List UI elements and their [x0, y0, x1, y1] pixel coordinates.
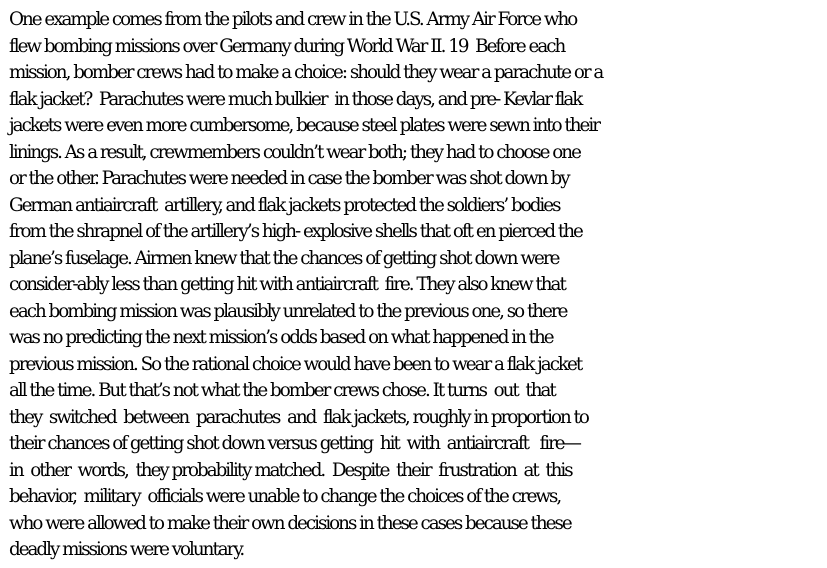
text-line-6: linings. As a result, crewmembers couldn’t wear both; they had to choose one [9, 141, 580, 163]
text-line-19: behavior, military officials were unable to change the choices of the crews, [9, 486, 561, 507]
text-line-17: their chances of getting shot down versus getting hit with antiaircraft fire— [9, 433, 580, 454]
text-line-4: flak jacket? Parachutes were much bulkier in those days, and pre- Kevlar flak [9, 88, 582, 110]
text-line-21: deadly missions were voluntary. [9, 539, 244, 560]
text-line-5: jackets were even more cumbersome, because steel plates were sewn into their [9, 115, 599, 136]
text-line-1: One example comes from the pilots and crew in the U.S. Army Air Force who [9, 9, 577, 30]
text-line-10: plane’s fuselage. Airmen knew that the chances of getting shot down were [9, 247, 559, 269]
text-passage [9, 7, 827, 564]
text-line-18: in other words, they probability matched. Despite their frustration at this [9, 459, 572, 481]
text-line-8: German antiaircraft artillery, and flak jackets protected the soldiers’ bodies [9, 194, 560, 216]
text-line-20: who were allowed to make their own decisions in these cases because these [9, 512, 571, 534]
text-line-16: they switched between parachutes and flak jackets, roughly in proportion to [9, 406, 588, 428]
text-line-13: was no predicting the next mission’s odds based on what happened in the [9, 327, 553, 348]
text-line-11: consider-ably less than getting hit with antiaircraft fire. They also knew that [9, 274, 565, 295]
text-line-9: from the shrapnel of the artillery’s high- explosive shells that oft en pierced the [9, 221, 582, 242]
text-line-12: each bombing mission was plausibly unrelated to the previous one, so there [9, 300, 567, 322]
text-line-3: mission, bomber crews had to make a choice: should they wear a parachute or a [9, 62, 603, 83]
text-line-15: all the time. But that’s not what the bomber crews chose. It turns out that [9, 380, 555, 401]
text-line-14: previous mission. So the rational choice would have been to wear a flak jacket [9, 353, 582, 375]
text-line-2: flew bombing missions over Germany during World War II. 19 Before each [9, 35, 565, 57]
text-line-7: or the other. Parachutes were needed in case the bomber was shot down by [9, 168, 569, 189]
